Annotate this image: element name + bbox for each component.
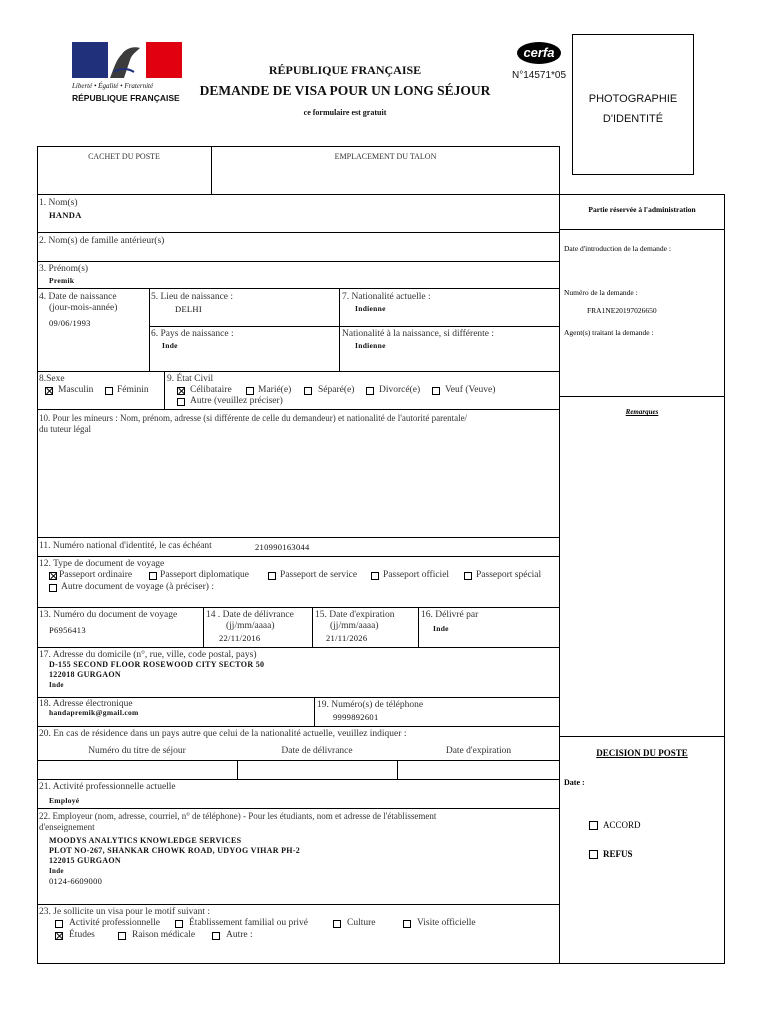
photo-label: PHOTOGRAPHIE (588, 93, 678, 105)
mineurs-label-2: du tuteur légal (39, 424, 91, 434)
nationalite-naissance-value[interactable]: Indienne (355, 341, 386, 350)
nationalite-label: 7. Nationalité actuelle : (342, 292, 431, 302)
masculin-checkbox[interactable] (45, 387, 53, 395)
expiration-col: Date d'expiration (445, 746, 512, 756)
autre-motif-label: Autre : (226, 930, 253, 940)
pays-naissance-value[interactable]: Inde (162, 341, 178, 350)
email-label: 18. Adresse électronique (39, 699, 133, 709)
visite-officielle-checkbox[interactable] (403, 920, 411, 928)
passeport-special-checkbox[interactable] (464, 572, 472, 580)
accord-checkbox[interactable] (589, 821, 598, 830)
num-demande-label: Numéro de la demande : (564, 288, 638, 297)
refus-checkbox[interactable] (589, 850, 598, 859)
autre-document-checkbox[interactable] (49, 584, 57, 592)
autre-etat-checkbox[interactable] (177, 398, 185, 406)
activite-value[interactable]: Employé (49, 796, 80, 805)
lieu-naissance-value[interactable]: DELHI (175, 304, 202, 314)
decision-title: DECISION DU POSTE (596, 748, 688, 758)
separe-checkbox[interactable] (304, 387, 312, 395)
motif-label: 23. Je sollicite un visa pour le motif suivant : (39, 907, 210, 917)
talon-label: EMPLACEMENT DU TALON (334, 152, 437, 161)
accord-label: ACCORD (603, 820, 641, 830)
date-delivrance-value[interactable]: 22/11/2016 (219, 633, 261, 643)
sexe-label: 8.Sexe (39, 374, 65, 384)
marie-checkbox[interactable] (246, 387, 254, 395)
agents-label: Agent(s) traitant la demande : (564, 328, 654, 337)
adresse-line3[interactable]: Inde (49, 681, 64, 689)
autre-document-label: Autre document de voyage (à préciser) : (61, 582, 214, 592)
date-naissance-value[interactable]: 09/06/1993 (49, 318, 91, 328)
employeur-line1[interactable]: MOODYS ANALYTICS KNOWLEDGE SERVICES (49, 836, 242, 845)
passeport-ordinaire-checkbox[interactable] (49, 572, 57, 580)
employeur-line2[interactable]: PLOT NO-267, SHANKAR CHOWK ROAD, UDYOG VIHAR PH-2 (49, 846, 301, 855)
email-value[interactable]: handapremik@gmail.com (49, 708, 139, 717)
etudes-label: Études (69, 930, 95, 940)
employeur-line3[interactable]: 122015 GURGAON (49, 856, 121, 865)
remarques-label: Remarques (625, 408, 659, 416)
marie-label: Marié(e) (258, 385, 292, 395)
prenom-value[interactable]: Premik (49, 276, 75, 285)
passeport-diplo-label: Passeport diplomatique (160, 570, 249, 580)
type-document-label: 12. Type de document de voyage (39, 559, 165, 569)
etudes-checkbox[interactable] (55, 932, 63, 940)
date-expiration-value[interactable]: 21/11/2026 (326, 633, 368, 643)
num-document-label: 13. Numéro du document de voyage (39, 610, 178, 620)
celibataire-checkbox[interactable] (177, 387, 185, 395)
employeur-label: 22. Employeur (nom, adresse, courriel, n° de téléphone) - Pour les étudiants, nom et adresse de l'établissement (39, 811, 437, 821)
divorce-label: Divorcé(e) (379, 385, 421, 395)
masculin-label: Masculin (58, 385, 94, 395)
feminin-label: Féminin (117, 385, 149, 395)
veuf-checkbox[interactable] (432, 387, 440, 395)
telephone-value[interactable]: 9999892601 (333, 712, 379, 722)
republic-heading: RÉPUBLIQUE FRANÇAISE (268, 63, 422, 77)
celibataire-label: Célibataire (190, 385, 232, 395)
admin-title: Partie réservée à l'administration (588, 205, 696, 214)
etat-civil-label: 9. État Civil (167, 374, 214, 384)
date-expiration-sub: (jj/mm/aaaa) (330, 621, 379, 631)
identite-label: 11. Numéro national d'identité, le cas échéant (39, 541, 212, 551)
prenom-label: 3. Prénom(s) (39, 264, 89, 274)
date-delivrance-sub: (jj/mm/aaaa) (226, 621, 275, 631)
famille-label: Établissement familial ou privé (189, 918, 308, 928)
logo-motto: Liberté • Égalité • Fraternité (72, 82, 154, 90)
activite-pro-label: Activité professionnelle (69, 918, 161, 928)
nom-value[interactable]: HANDA (49, 210, 82, 220)
date-naissance-sub: (jour-mois-année) (49, 303, 118, 313)
visite-officielle-label: Visite officielle (417, 918, 476, 928)
adresse-line1[interactable]: D-155 SECOND FLOOR ROSEWOOD CITY SECTOR 50 (49, 660, 265, 669)
autre-motif-checkbox[interactable] (212, 932, 220, 940)
photo-box (572, 34, 694, 175)
culture-checkbox[interactable] (333, 920, 341, 928)
divorce-checkbox[interactable] (366, 387, 374, 395)
titre-sejour-col: Numéro du titre de séjour (88, 746, 186, 756)
marianne-logo (70, 42, 184, 106)
flag-icon (70, 42, 184, 82)
culture-label: Culture (347, 918, 376, 928)
logo-republique: RÉPUBLIQUE FRANÇAISE (72, 93, 180, 103)
delivre-par-label: 16. Délivré par (421, 610, 479, 620)
photo-label-2: D'IDENTITÉ (602, 113, 664, 125)
mineurs-label: 10. Pour les mineurs : Nom, prénom, adresse (si différente de celle du demandeur) et nationalité de l'autorité parentale/ (39, 413, 468, 423)
employeur-label-2: d'enseignement (39, 822, 95, 832)
nationalite-value[interactable]: Indienne (355, 304, 386, 313)
passeport-ordinaire-label: Passeport ordinaire (59, 570, 133, 580)
raison-medicale-checkbox[interactable] (118, 932, 126, 940)
date-expiration-label: 15. Date d'expiration (315, 610, 395, 620)
refus-label: REFUS (603, 849, 633, 859)
famille-checkbox[interactable] (175, 920, 183, 928)
nationalite-naissance-label: Nationalité à la naissance, si différente : (342, 329, 495, 339)
pays-naissance-label: 6. Pays de naissance : (151, 329, 234, 339)
nom-label: 1. Nom(s) (39, 198, 78, 208)
lieu-naissance-label: 5. Lieu de naissance : (151, 292, 234, 302)
passeport-officiel-label: Passeport officiel (383, 570, 450, 580)
veuf-label: Veuf (Veuve) (445, 385, 496, 395)
employeur-line5[interactable]: 0124-6609000 (49, 876, 103, 886)
date-naissance-label: 4. Date de naissance (39, 292, 117, 302)
adresse-label: 17. Adresse du domicile (n°, rue, ville, code postal, pays) (39, 650, 257, 660)
num-demande-value: FRA1NE20197026650 (587, 306, 657, 315)
decision-date-label: Date : (564, 778, 585, 787)
delivre-par-value[interactable]: Inde (433, 624, 449, 633)
employeur-line4[interactable]: Inde (49, 867, 64, 875)
passeport-service-checkbox[interactable] (268, 572, 276, 580)
cachet-label: CACHET DU POSTE (88, 152, 160, 161)
telephone-label: 19. Numéro(s) de téléphone (317, 700, 424, 710)
adresse-line2[interactable]: 122018 GURGAON (49, 670, 121, 679)
activite-label: 21. Activité professionnelle actuelle (39, 782, 176, 792)
free-note: ce formulaire est gratuit (303, 108, 387, 117)
activite-pro-checkbox[interactable] (55, 920, 63, 928)
date-delivrance-label: 14 . Date de délivrance (206, 610, 294, 620)
passeport-officiel-checkbox[interactable] (371, 572, 379, 580)
form-title: DEMANDE DE VISA POUR UN LONG SÉJOUR (199, 83, 491, 98)
date-intro-label: Date d'introduction de la demande : (564, 244, 671, 253)
nom-anterieur-label: 2. Nom(s) de famille antérieur(s) (39, 236, 165, 246)
raison-medicale-label: Raison médicale (132, 930, 196, 940)
num-document-value[interactable]: P6956413 (49, 625, 86, 635)
delivrance-col: Date de délivrance (281, 746, 353, 756)
identite-value[interactable]: 210990163044 (255, 542, 310, 552)
passeport-diplo-checkbox[interactable] (149, 572, 157, 580)
passeport-special-label: Passeport spécial (476, 570, 542, 580)
separe-label: Séparé(e) (318, 385, 355, 395)
cerfa-number: N°14571*05 (512, 70, 567, 81)
feminin-checkbox[interactable] (105, 387, 113, 395)
cerfa-logo: cerfa (517, 42, 561, 64)
autre-etat-label: Autre (veuillez préciser) (190, 396, 283, 406)
passeport-service-label: Passeport de service (280, 570, 358, 580)
residence-label: 20. En cas de résidence dans un pays autre que celui de la nationalité actuelle, veuillez indiquer : (39, 729, 407, 739)
